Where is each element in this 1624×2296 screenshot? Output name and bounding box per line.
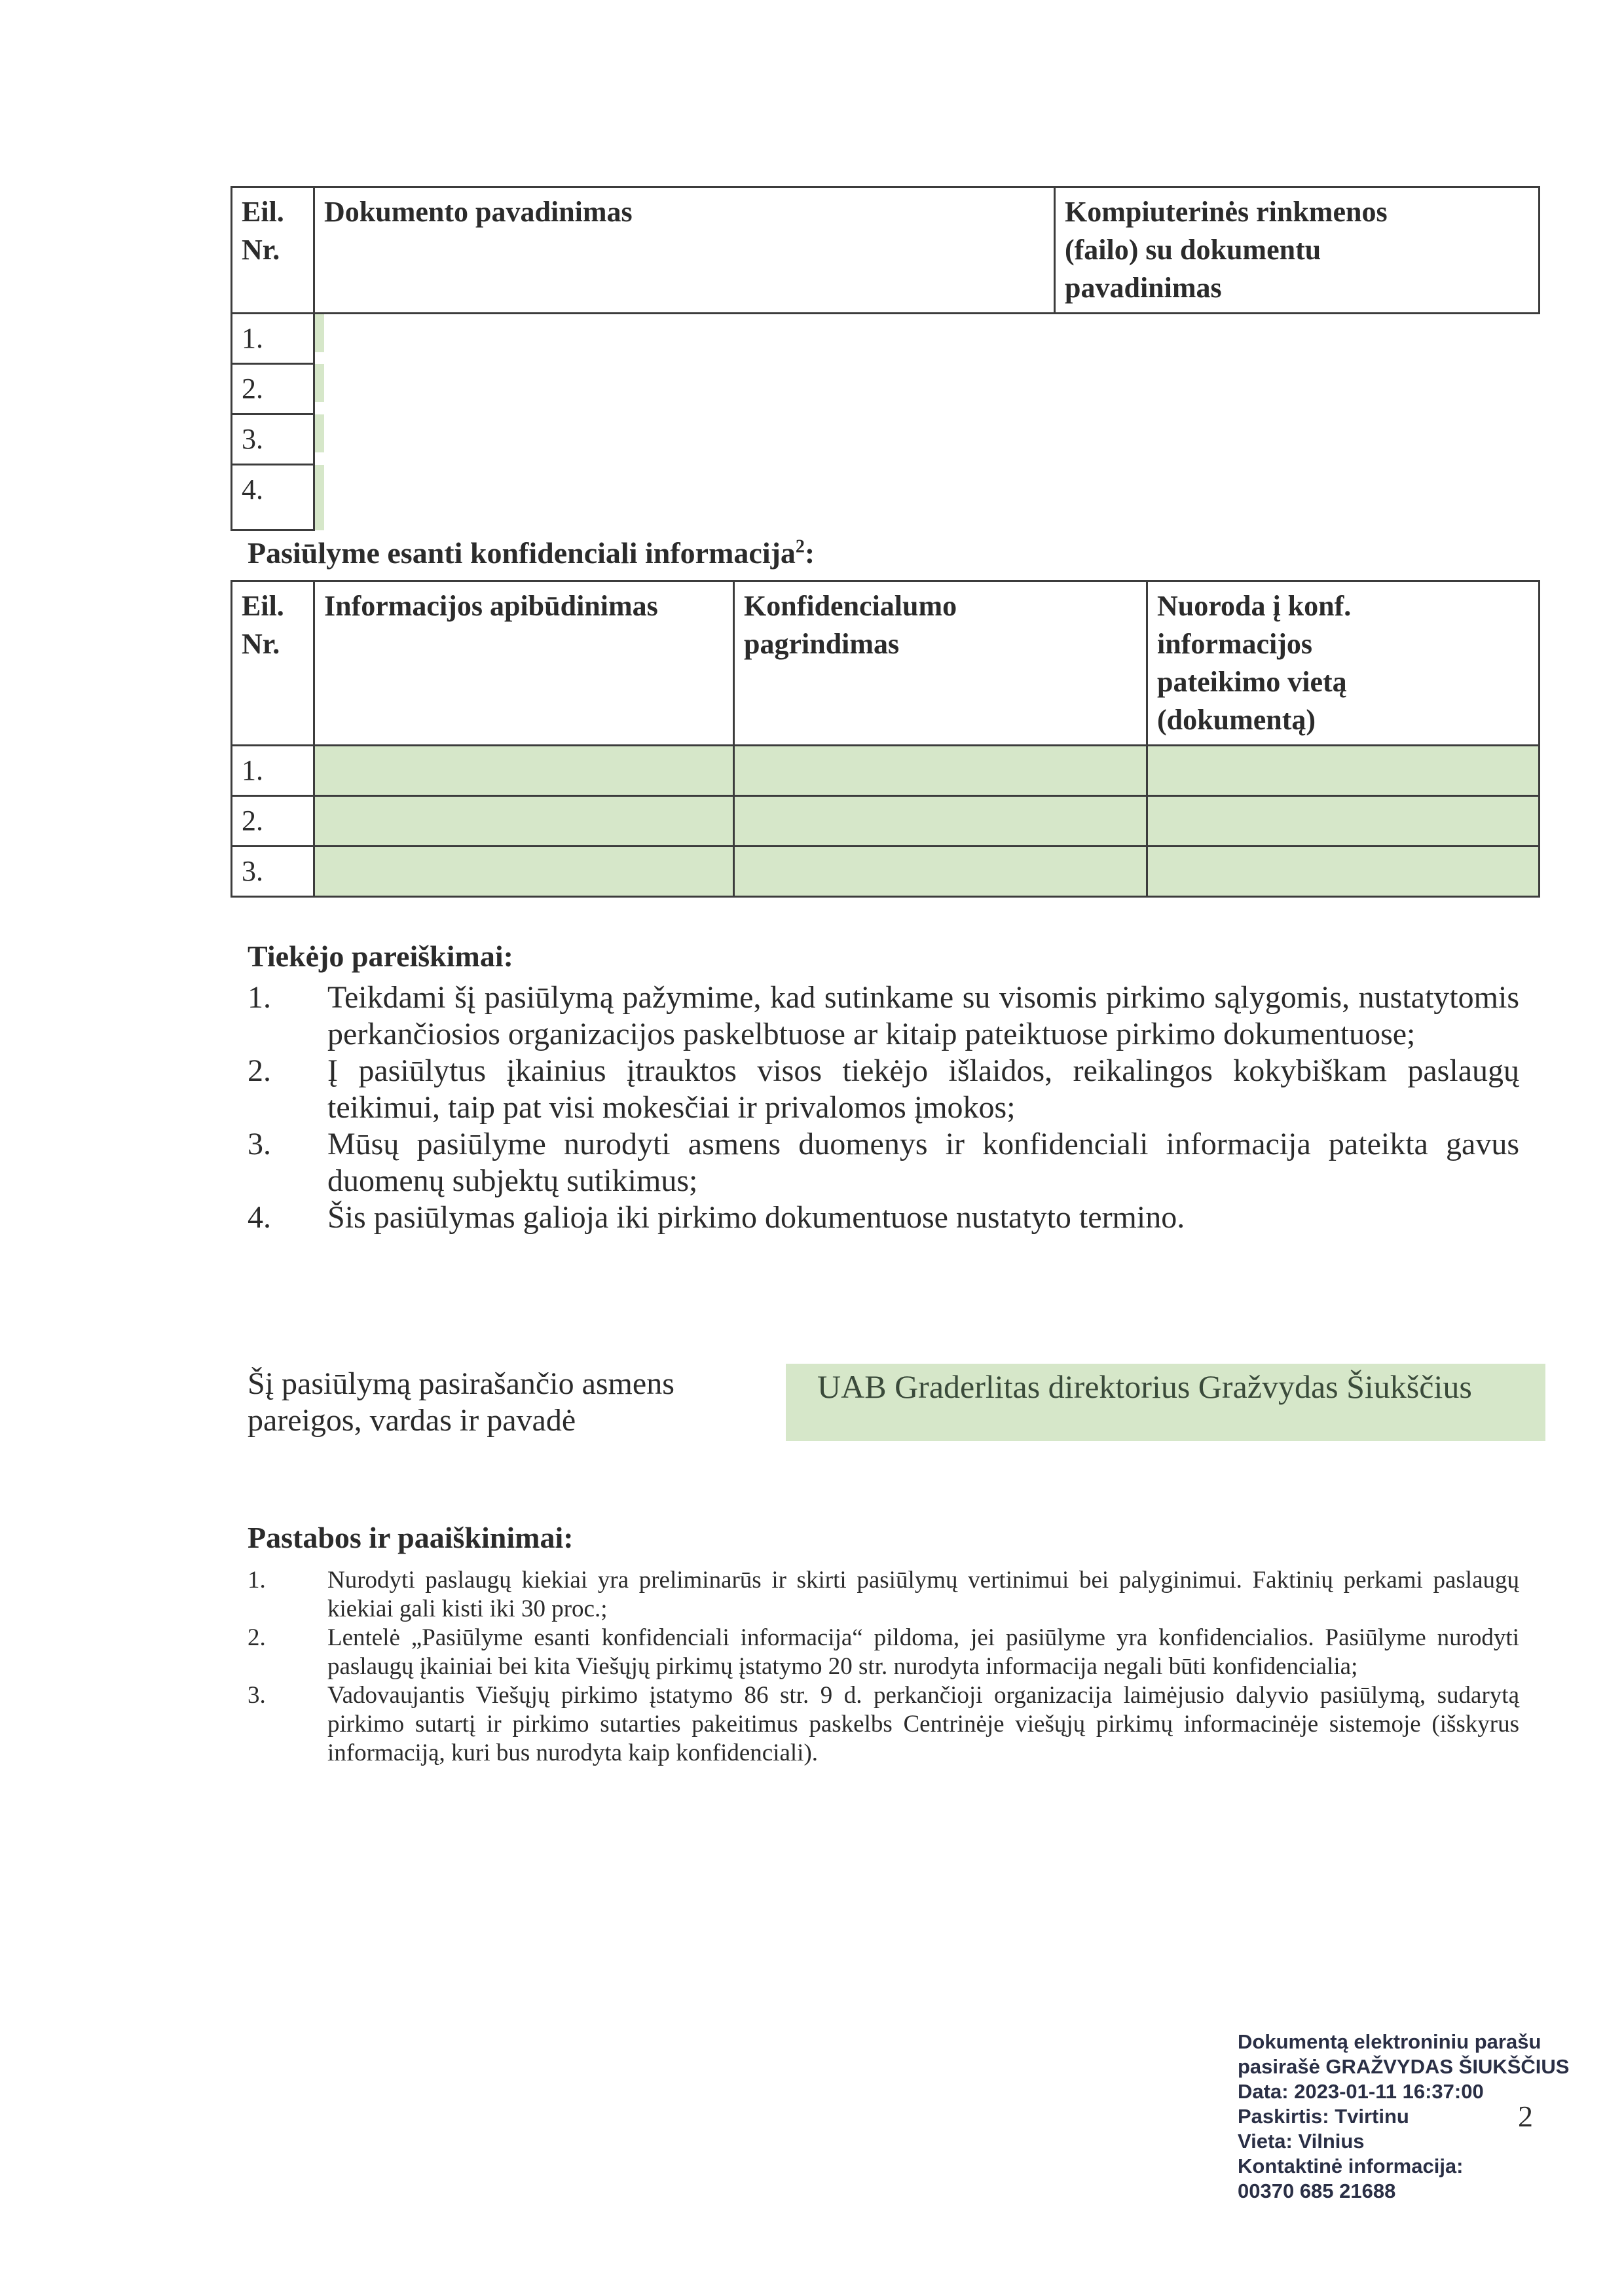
table-cell <box>314 847 734 897</box>
table-header-document-name: Dokumento pavadinimas <box>314 187 1055 314</box>
table-header-info-description: Informacijos apibūdinimas <box>314 581 734 746</box>
highlight-stripe <box>315 465 324 530</box>
statements-list <box>248 979 1519 1236</box>
list-item: 1. Teikdami šį pasiūlymą pažymime, kad sutinkame su visomis pirkimo sąlygomis, nustatytomis perkančiosios organizacijos paskelbtuose ar kitaip pateiktuose pirkimo dokumentuose; <box>248 980 1519 1051</box>
highlight-stripe <box>315 364 324 402</box>
table-row-number: 1. <box>232 746 314 796</box>
confidential-info-table <box>231 580 1540 898</box>
table-row-number: 2. <box>232 364 314 414</box>
table-row-number: 3. <box>232 414 314 465</box>
table-cell <box>734 847 1147 897</box>
table-header-file-name: Kompiuterinės rinkmenos (failo) su dokumentu pavadinimas <box>1055 187 1540 314</box>
statements-title: Tiekėjo pareiškimai: <box>248 939 513 973</box>
notes-title: Pastabos ir paaiškinimai: <box>248 1521 574 1554</box>
table-cell <box>314 796 734 847</box>
list-item: 1. Nurodyti paslaugų kiekiai yra preliminarūs ir skirti pasiūlymų vertinimui bei palyginimui. Faktinių perkami paslaugų kiekiai gali kisti iki 30 proc.; <box>248 1567 1519 1622</box>
table-header-number: Eil. Nr. <box>232 187 314 314</box>
table-row-number: 3. <box>232 847 314 897</box>
table-cell <box>734 746 1147 796</box>
table-header-number: Eil. Nr. <box>232 581 314 746</box>
table-row-number: 1. <box>232 314 314 364</box>
electronic-signature-block: Dokumentą elektroniniu parašu pasirašė GRAŽVYDAS ŠIUKŠČIUS Data: 2023-01-11 16:37:00 Paskirtis: Tvirtinu Vieta: Vilnius Kontaktinė informacija: 00370 685 21688 <box>1238 2030 1570 2202</box>
documents-table <box>231 186 1540 531</box>
highlight-stripe <box>315 314 324 352</box>
list-item: 2. Į pasiūlytus įkainius įtrauktos visos tiekėjo išlaidos, reikalingos kokybiškam paslaugų teikimui, taip pat visi mokesčiai ir privalomos įmokos; <box>248 1053 1519 1125</box>
signature-label: Šį pasiūlymą pasirašančio asmens pareigos, vardas ir pavadė <box>248 1366 674 1438</box>
table-header-reference: Nuoroda į konf. informacijos pateikimo vietą (dokumentą) <box>1147 581 1540 746</box>
table-cell <box>734 796 1147 847</box>
table-cell <box>1147 796 1540 847</box>
signature-value: UAB Graderlitas direktorius Gražvydas Šiukščius <box>786 1364 1545 1441</box>
page-number: 2 <box>1518 2100 1533 2133</box>
highlight-stripe <box>315 414 324 452</box>
confidential-section-title: Pasiūlyme esanti konfidenciali informacija$^2$: <box>248 536 815 570</box>
notes-list <box>248 1566 1519 1768</box>
table-cell <box>1147 746 1540 796</box>
table-cell <box>314 746 734 796</box>
table-header-confidentiality-basis: Konfidencialumo pagrindimas <box>734 581 1147 746</box>
list-item: 3. Vadovaujantis Viešųjų pirkimo įstatymo 86 str. 9 d. perkančioji organizacija laimėjusio dalyvio pasiūlymą, sudarytą pirkimo sutartį ir pirkimo sutarties pakeitimus paskelbs Centrinėje viešųjų pirkimų informacinėje sistemoje (išskyrus informaciją, kuri bus nurodyta kaip konfidenciali). <box>248 1682 1519 1766</box>
list-item: 4. Šis pasiūlymas galioja iki pirkimo dokumentuose nustatyto termino. <box>248 1200 1185 1235</box>
list-item: 3. Mūsų pasiūlyme nurodyti asmens duomenys ir konfidenciali informacija pateikta gavus duomenų subjektų sutikimus; <box>248 1127 1519 1198</box>
table-row-number: 2. <box>232 796 314 847</box>
table-cell <box>1147 847 1540 897</box>
table-row-number: 4. <box>232 465 314 530</box>
list-item: 2. Lentelė „Pasiūlyme esanti konfidenciali informacija“ pildoma, jei pasiūlyme yra konfidencialios. Pasiūlyme nurodyti paslaugų įkainiai bei kita Viešųjų pirkimų įstatymo 20 str. nurodyta informacija negali būti konfidencialia; <box>248 1624 1519 1680</box>
